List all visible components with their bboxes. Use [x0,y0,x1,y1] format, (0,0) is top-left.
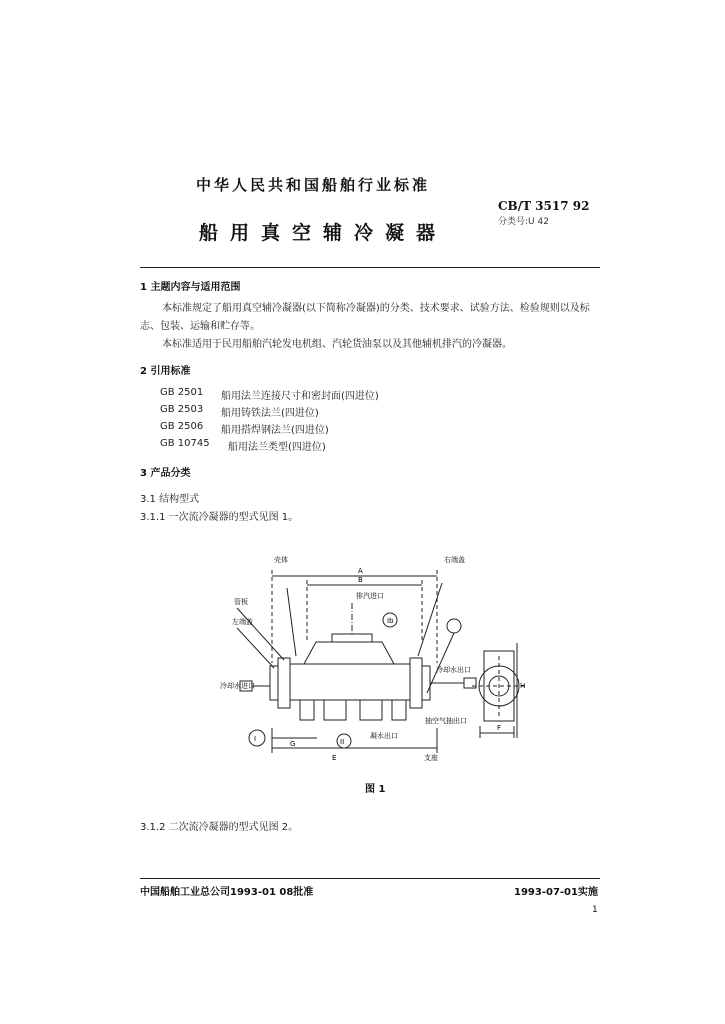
ref-code: GB 2501 [160,387,204,398]
section-marker-i-label: I [254,735,257,743]
dimension-a-label: A [358,567,363,575]
classification-number: 分类号:U 42 [498,217,549,227]
section-1-para-2: 本标准适用于民用船舶汽轮发电机组、汽轮货油泵以及其他辅机排汽的冷凝器。 [162,339,512,350]
section-3-1-1-text: 3.1.1 一次流冷凝器的型式见图 1。 [140,512,299,523]
section-marker-ib-label: Ib [387,617,394,625]
exhaust-inlet-label: 排汽进口 [356,592,384,600]
support-label: 支座 [424,754,438,762]
cooling-water-inlet-label: 冷却水进口 [220,682,255,690]
section-3-1-2-text: 3.1.2 二次流冷凝器的型式见图 2。 [140,822,299,833]
standard-code: CB/T 3517 92 [498,199,590,213]
section-2-heading: 2 引用标准 [140,366,191,377]
dimension-b-label: B [358,576,363,584]
condenser-drawing [212,548,532,778]
ref-code: GB 2506 [160,421,204,432]
dimension-e-label: E [332,754,337,762]
ref-code: GB 10745 [160,438,210,449]
tube-plate-label: 管板 [234,598,248,606]
page-number: 1 [592,905,598,915]
air-outlet-label: 抽空气抽出口 [425,717,467,725]
section-1-para-1-line-1: 本标准规定了船用真空辅冷凝器(以下简称冷凝器)的分类、技术要求、试验方法、检验规则以及标 [162,303,590,314]
left-cover-label: 左端盖 [232,618,253,626]
dimension-h-label: H [520,682,526,690]
footer-divider [140,878,600,879]
figure-1-caption: 图 1 [365,784,386,795]
section-1-heading: 1 主题内容与适用范围 [140,282,241,293]
section-marker-ii-label: II [340,738,345,746]
document-title: 船用真空辅冷凝器 [199,222,448,244]
ref-title: 船用法兰连接尺寸和密封面(四进位) [221,391,379,402]
dimension-f-label: F [497,724,502,732]
right-cover-label: 右端盖 [444,556,465,564]
ref-title: 船用搭焊钢法兰(四进位) [221,425,329,436]
cooling-water-outlet-label: 冷却水出口 [436,666,471,674]
section-3-1-heading: 3.1 结构型式 [140,494,200,505]
header-divider [140,267,600,268]
implementation-date: 1993-07-01实施 [514,887,598,898]
standard-org-heading: 中华人民共和国船舶行业标准 [196,176,431,194]
ref-code: GB 2503 [160,404,204,415]
dimension-g-label: G [290,740,296,748]
section-1-para-1-line-2: 志、包装、运输和贮存等。 [140,321,260,332]
shell-label: 壳体 [274,556,288,564]
section-3-heading: 3 产品分类 [140,468,191,479]
ref-title: 船用法兰类型(四进位) [228,442,326,453]
approval-line: 中国船舶工业总公司1993-01 08批准 [140,887,314,898]
ref-title: 船用铸铁法兰(四进位) [221,408,319,419]
condensate-outlet-label: 凝水出口 [370,732,398,740]
